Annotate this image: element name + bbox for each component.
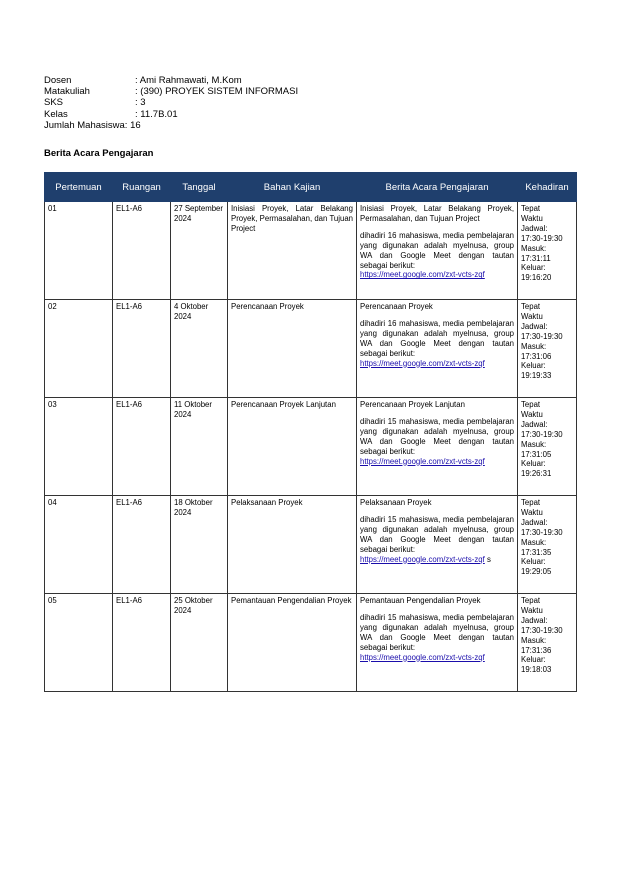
- section-title: Berita Acara Pengajaran: [44, 148, 154, 159]
- ruangan-value: EL1-A6: [116, 204, 143, 213]
- cell-ruangan: [113, 594, 171, 692]
- bahan-kajian-value: Perencanaan Proyek: [231, 302, 304, 311]
- meet-link[interactable]: https://meet.google.com/zxt-vcts-zqf: [360, 456, 485, 466]
- cell-pertemuan: [45, 496, 113, 594]
- bahan-kajian-value: Inisiasi Proyek, Latar Belakang Proyek, Permasalahan, dan Tujuan Project: [231, 204, 353, 233]
- kehadiran-line: Jadwal:: [521, 321, 548, 331]
- table-row: [45, 202, 577, 300]
- kehadiran-line: Waktu: [521, 213, 543, 223]
- table-header-row: [45, 173, 577, 202]
- table-body: [45, 202, 577, 692]
- kehadiran-line: 17:31:35: [521, 547, 552, 557]
- cell-berita-acara: [357, 594, 518, 692]
- info-value: : 3: [135, 97, 146, 109]
- table-row: [45, 398, 577, 496]
- cell-berita-acara: [357, 202, 518, 300]
- ruangan-value: EL1-A6: [116, 302, 143, 311]
- kehadiran-line: Jadwal:: [521, 419, 548, 429]
- meet-link[interactable]: https://meet.google.com/zxt-vcts-zqf: [360, 652, 485, 662]
- tanggal-value: 11 Oktober 2024: [174, 400, 212, 419]
- berita-acara-table: [44, 172, 577, 692]
- cell-pertemuan: [45, 398, 113, 496]
- berita-title: Perencanaan Proyek Lanjutan: [360, 400, 465, 409]
- berita-description: dihadiri 15 mahasiswa, media pembelajaran yang digunakan adalah myelnusa, group WA dan Google Meet dengan tautan sebagai berikut:: [360, 416, 514, 456]
- kehadiran-line: Masuk:: [521, 537, 547, 547]
- pertemuan-value: 01: [48, 204, 57, 213]
- cell-kehadiran: [518, 594, 577, 692]
- meet-link[interactable]: https://meet.google.com/zxt-vcts-zqf: [360, 358, 485, 368]
- kehadiran-line: Keluar:: [521, 263, 546, 273]
- info-value: : 11.7B.01: [135, 108, 178, 120]
- cell-bahan-kajian: [228, 202, 357, 300]
- kehadiran-line: Tepat: [521, 400, 541, 409]
- cell-berita-acara: [357, 300, 518, 398]
- kehadiran-line: 17:30-19:30: [521, 429, 563, 439]
- bahan-kajian-value: Perencanaan Proyek Lanjutan: [231, 400, 336, 409]
- kehadiran-line: Masuk:: [521, 341, 547, 351]
- cell-kehadiran: [518, 202, 577, 300]
- table-row: [45, 594, 577, 692]
- cell-ruangan: [113, 202, 171, 300]
- berita-description: dihadiri 15 mahasiswa, media pembelajaran yang digunakan adalah myelnusa, group WA dan Google Meet dengan tautan sebagai berikut:: [360, 612, 514, 652]
- kehadiran-line: 19:29:05: [521, 567, 552, 577]
- cell-bahan-kajian: [228, 594, 357, 692]
- meet-link[interactable]: https://meet.google.com/zxt-vcts-zqf: [360, 270, 485, 280]
- cell-tanggal: [171, 300, 228, 398]
- kehadiran-line: Tepat: [521, 302, 541, 311]
- cell-bahan-kajian: [228, 496, 357, 594]
- tanggal-value: 27 September 2024: [174, 204, 223, 223]
- info-label: Kelas: [44, 108, 68, 120]
- header-pertemuan: Pertemuan: [45, 173, 113, 202]
- info-row-kelas: [44, 109, 298, 120]
- ruangan-value: EL1-A6: [116, 498, 143, 507]
- kehadiran-line: Keluar:: [521, 361, 546, 371]
- info-value: : (390) PROYEK SISTEM INFORMASI: [135, 86, 299, 98]
- kehadiran-line: 17:31:11: [521, 253, 551, 263]
- kehadiran-line: 19:26:31: [521, 469, 552, 479]
- cell-berita-acara: [357, 398, 518, 496]
- kehadiran-line: Masuk:: [521, 243, 547, 253]
- pertemuan-value: 05: [48, 596, 57, 605]
- kehadiran-line: Waktu: [521, 409, 543, 419]
- cell-kehadiran: [518, 300, 577, 398]
- cell-ruangan: [113, 496, 171, 594]
- kehadiran-line: Tepat: [521, 596, 541, 605]
- header-tanggal: Tanggal: [171, 173, 228, 202]
- kehadiran-list: [521, 204, 573, 283]
- table-row: [45, 300, 577, 398]
- kehadiran-line: 17:30-19:30: [521, 331, 563, 341]
- berita-title: Pemantauan Pengendalian Proyek: [360, 596, 481, 605]
- kehadiran-list: [521, 400, 573, 479]
- kehadiran-line: Tepat: [521, 498, 541, 507]
- kehadiran-line: Jadwal:: [521, 517, 548, 527]
- kehadiran-line: Tepat: [521, 204, 541, 213]
- cell-pertemuan: [45, 300, 113, 398]
- kehadiran-line: 17:31:05: [521, 449, 552, 459]
- kehadiran-line: 17:31:36: [521, 645, 552, 655]
- cell-bahan-kajian: [228, 398, 357, 496]
- meet-link[interactable]: https://meet.google.com/zxt-vcts-zqf: [360, 554, 485, 564]
- cell-kehadiran: [518, 398, 577, 496]
- kehadiran-line: Waktu: [521, 507, 543, 517]
- kehadiran-line: Waktu: [521, 311, 543, 321]
- cell-pertemuan: [45, 594, 113, 692]
- cell-berita-acara: [357, 496, 518, 594]
- cell-kehadiran: [518, 496, 577, 594]
- info-label: Jumlah Mahasiswa: [44, 119, 125, 131]
- kehadiran-list: [521, 596, 573, 675]
- berita-description: dihadiri 16 mahasiswa, media pembelajaran yang digunakan adalah myelnusa, group WA dan Google Meet dengan tautan sebagai berikut:: [360, 230, 514, 270]
- pertemuan-value: 04: [48, 498, 57, 507]
- kehadiran-line: Keluar:: [521, 459, 546, 469]
- kehadiran-line: Keluar:: [521, 557, 546, 567]
- table-row: [45, 496, 577, 594]
- cell-tanggal: [171, 594, 228, 692]
- cell-ruangan: [113, 398, 171, 496]
- kehadiran-line: Masuk:: [521, 635, 547, 645]
- info-value: : Ami Rahmawati, M.Kom: [135, 75, 242, 86]
- kehadiran-line: 17:30-19:30: [521, 527, 563, 537]
- bahan-kajian-value: Pemantauan Pengendalian Proyek: [231, 596, 352, 605]
- kehadiran-line: 19:19:33: [521, 371, 552, 381]
- ruangan-value: EL1-A6: [116, 400, 143, 409]
- kehadiran-line: 19:16:20: [521, 273, 552, 283]
- header-ruangan: Ruangan: [113, 173, 171, 202]
- cell-pertemuan: [45, 202, 113, 300]
- cell-ruangan: [113, 300, 171, 398]
- berita-title: Inisiasi Proyek, Latar Belakang Proyek, Permasalahan, dan Tujuan Project: [360, 204, 514, 223]
- info-row-sks: [44, 97, 298, 108]
- kehadiran-line: 17:30-19:30: [521, 233, 563, 243]
- kehadiran-line: 17:30-19:30: [521, 625, 563, 635]
- cell-tanggal: [171, 398, 228, 496]
- kehadiran-line: Masuk:: [521, 439, 547, 449]
- kehadiran-line: 19:18:03: [521, 665, 552, 675]
- kehadiran-line: Jadwal:: [521, 223, 548, 233]
- info-row-dosen: [44, 75, 298, 86]
- berita-title: Pelaksanaan Proyek: [360, 498, 432, 507]
- header-berita-acara: Berita Acara Pengajaran: [357, 173, 518, 202]
- header-bahan-kajian: Bahan Kajian: [228, 173, 357, 202]
- cell-tanggal: [171, 202, 228, 300]
- ruangan-value: EL1-A6: [116, 596, 143, 605]
- kehadiran-line: Waktu: [521, 605, 543, 615]
- info-row-matakuliah: [44, 86, 298, 97]
- bahan-kajian-value: Pelaksanaan Proyek: [231, 498, 303, 507]
- info-label: Matakuliah: [44, 86, 90, 98]
- tanggal-value: 18 Oktober 2024: [174, 498, 213, 517]
- berita-description: dihadiri 15 mahasiswa, media pembelajaran yang digunakan adalah myelnusa, group WA dan Google Meet dengan tautan sebagai berikut:: [360, 514, 514, 554]
- berita-title: Perencanaan Proyek: [360, 302, 433, 311]
- kehadiran-line: 17:31:06: [521, 351, 552, 361]
- tanggal-value: 4 Oktober 2024: [174, 302, 209, 321]
- tanggal-value: 25 Oktober 2024: [174, 596, 213, 615]
- pertemuan-value: 03: [48, 400, 57, 409]
- info-row-jumlah-mahasiswa: [44, 120, 298, 131]
- info-label: SKS: [44, 97, 64, 109]
- kehadiran-list: [521, 302, 573, 381]
- info-label: Dosen: [44, 75, 72, 86]
- header-kehadiran: Kehadiran: [518, 173, 577, 202]
- berita-description: dihadiri 16 mahasiswa, media pembelajaran yang digunakan adalah myelnusa, group WA dan Google Meet dengan tautan sebagai berikut:: [360, 318, 514, 358]
- cell-bahan-kajian: [228, 300, 357, 398]
- info-value: : 16: [124, 119, 141, 131]
- kehadiran-list: [521, 498, 573, 577]
- kehadiran-line: Jadwal:: [521, 615, 548, 625]
- course-info: [44, 75, 298, 131]
- link-suffix: s: [486, 554, 491, 564]
- pertemuan-value: 02: [48, 302, 57, 311]
- cell-tanggal: [171, 496, 228, 594]
- kehadiran-line: Keluar:: [521, 655, 546, 665]
